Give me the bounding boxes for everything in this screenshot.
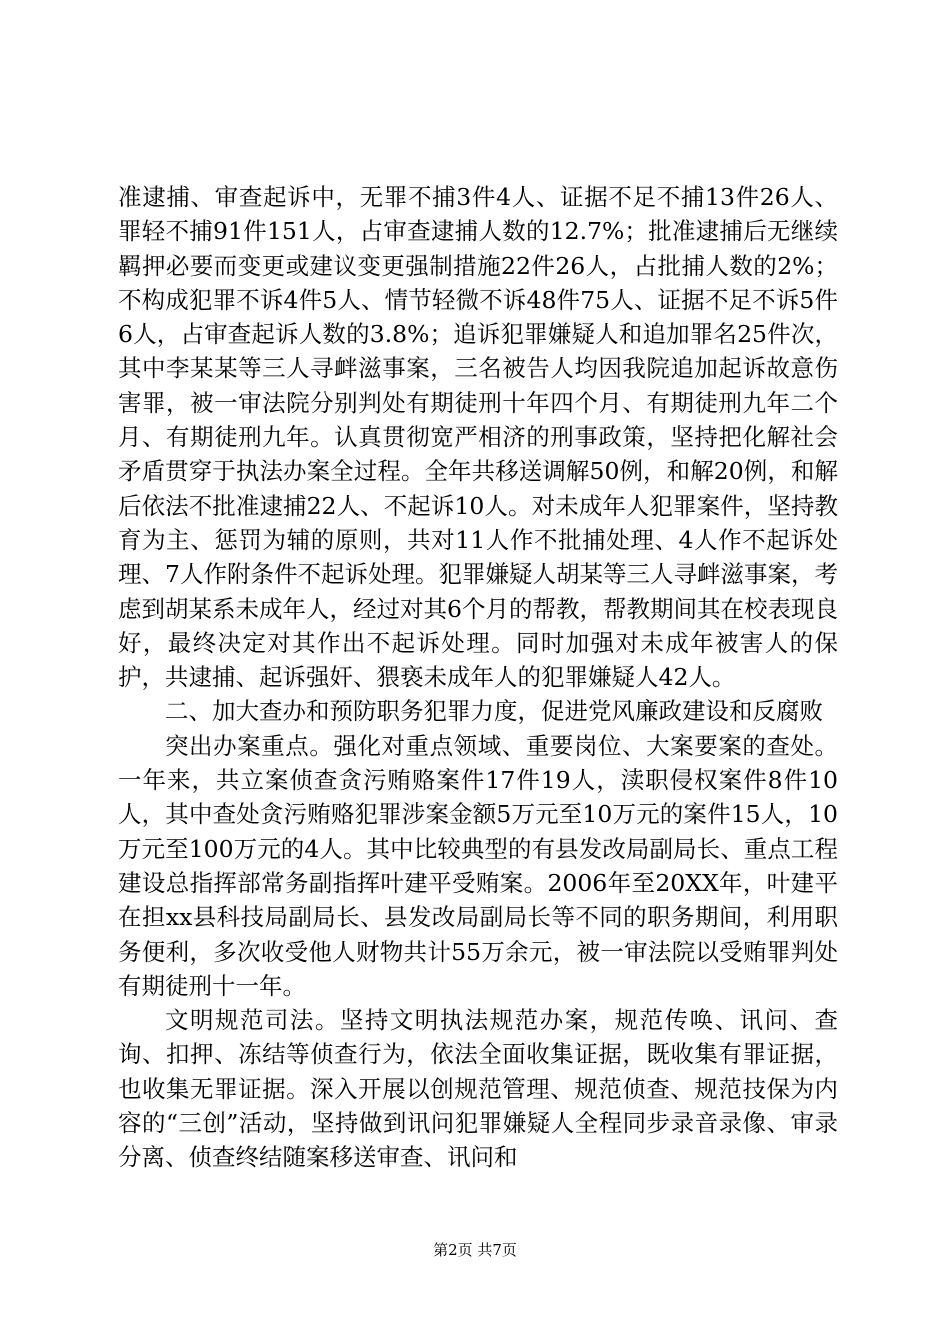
section-heading: 二、加大查办和预防职务犯罪力度，促进党风廉政建设和反腐败	[165, 697, 823, 726]
paragraph-continuation: 准逮捕、审查起诉中，无罪不捕3件4人、证据不足不捕13件26人、罪轻不捕91件151人，占审查逮捕人数的12.7%；批准逮捕后无继续羁押必要而变更或建议变更强制措施22件26人，占批捕人数的2%；不构成犯罪不诉4件5人、情节轻微不诉48件75人、证据不足不诉5件6人，占审查起诉人数的3.8%；追诉犯罪嫌疑人和追加罪名25件次，其中李某某等三人寻衅滋事案，三名被告人均因我院追加起诉故意伤害罪，被一审法院分别判处有期徒刑十年四个月、有期徒刑九年二个月、有期徒刑九年。认真贯彻宽严相济的刑事政策，坚持把化解社会矛盾贯穿于执法办案全过程。全年共移送调解50例，和解20例，和解后依法不批准逮捕22人、不起诉10人。对未成年人犯罪案件，坚持教育为主、惩罚为辅的原则，共对11人作不批捕处理、4人作不起诉处理、7人作附条件不起诉处理。犯罪嫌疑人胡某等三人寻衅滋事案，考虑到胡某系未成年人，经过对其6个月的帮教，帮教期间其在校表现良好，最终决定对其作出不起诉处理。同时加强对未成年被害人的保护，共逮捕、起诉强奸、猥亵未成年人的犯罪嫌疑人42人。	[118, 183, 838, 692]
paragraph-civilized-justice: 文明规范司法。坚持文明执法规范办案，规范传唤、讯问、查询、扣押、冻结等侦查行为，依法全面收集证据，既收集有罪证据，也收集无罪证据。深入开展以创规范管理、规范侦查、规范技保为内容的“三创”活动，坚持做到讯问犯罪嫌疑人全程同步录音录像、审录分离、侦查终结随案移送审查、讯问和	[118, 1006, 838, 1172]
page-footer: 第2页 共7页	[433, 1241, 517, 1259]
paragraph-case-focus: 突出办案重点。强化对重点领域、重要岗位、大案要案的查处。一年来，共立案侦查贪污贿赂案件17件19人，渎职侵权案件8件10人，其中查处贪污贿赂犯罪涉案金额5万元至10万元的案件15人，10万元至100万元的4人。其中比较典型的有县发改局副局长、重点工程建设总指挥部常务副指挥叶建平受贿案。2006年至20XX年，叶建平在担xx县科技局副局长、县发改局副局长等不同的职务期间，利用职务便利，多次收受他人财物共计55万余元，被一审法院以受贿罪判处有期徒刑十一年。	[118, 731, 838, 1000]
document-body	[118, 180, 838, 1175]
